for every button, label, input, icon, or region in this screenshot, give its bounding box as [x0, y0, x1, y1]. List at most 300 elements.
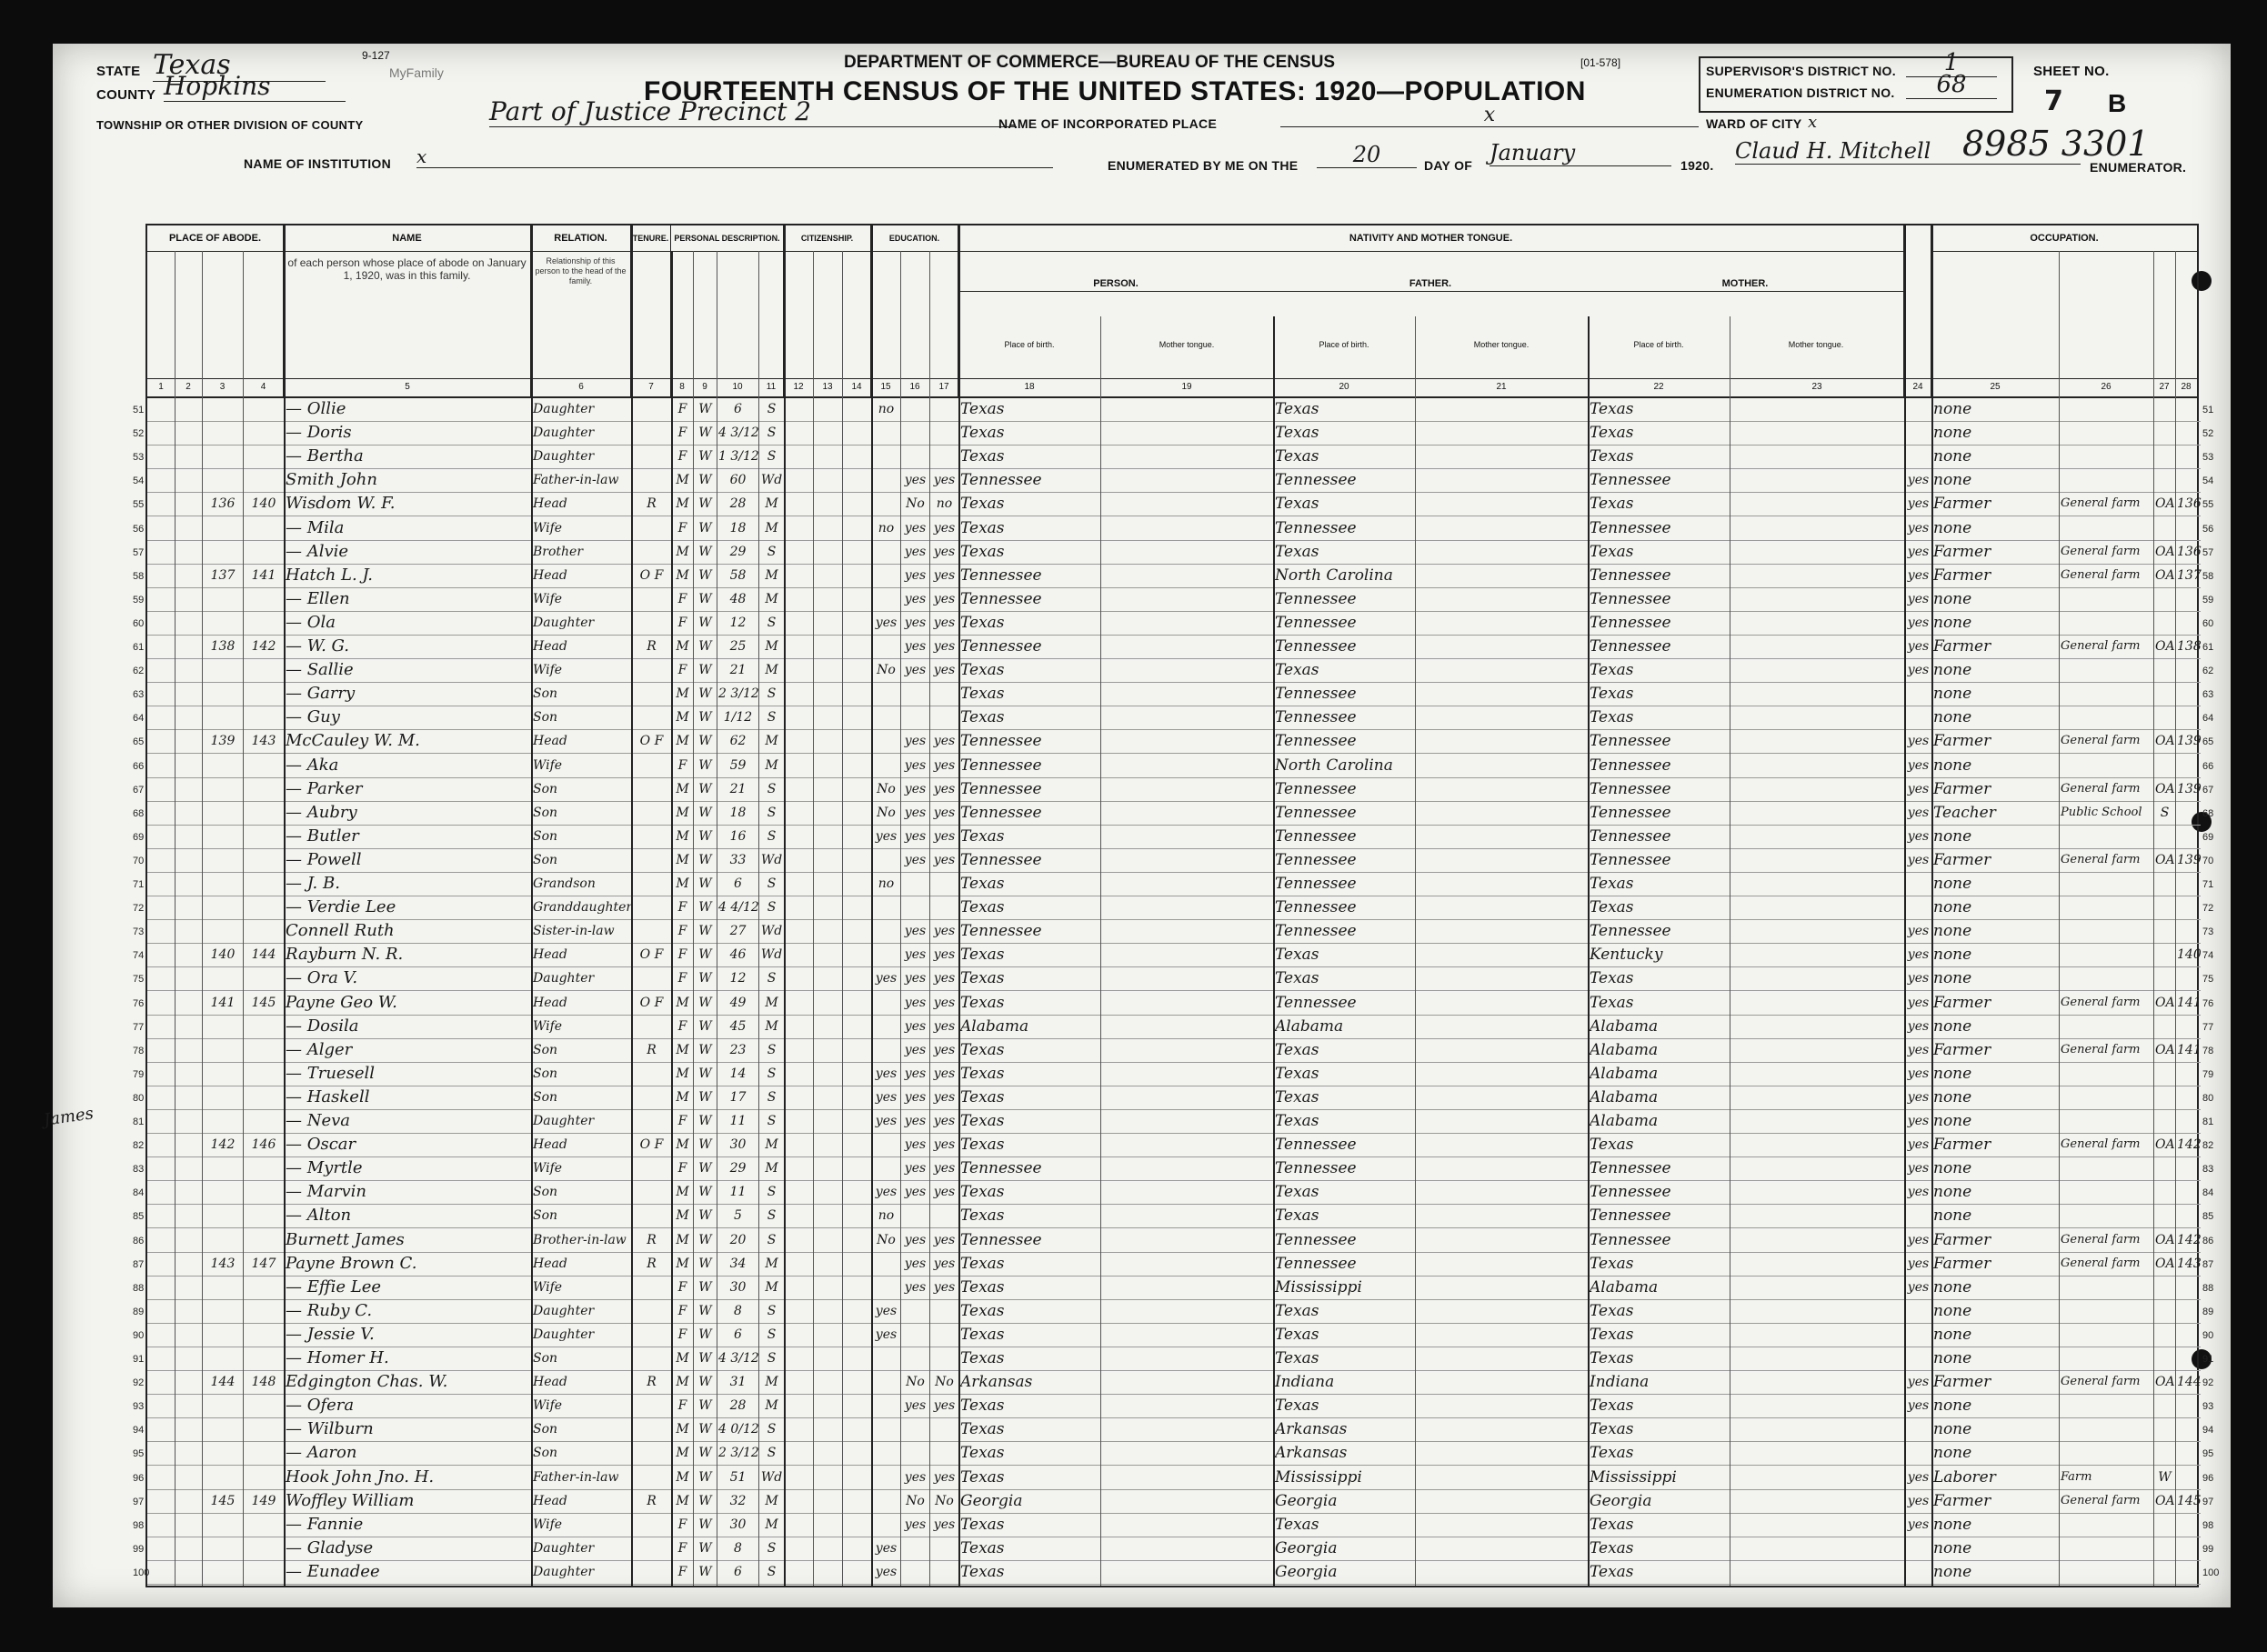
- cell-english: yes: [1907, 1398, 1930, 1414]
- cell-relation: Granddaughter: [533, 900, 633, 916]
- cell-write: yes: [933, 1185, 956, 1200]
- cell-age: 17: [729, 1089, 747, 1105]
- cell-sex: M: [676, 1446, 689, 1461]
- line-number: 88: [2202, 1282, 2214, 1294]
- cell-own: O F: [639, 567, 664, 583]
- column-rule: [784, 225, 786, 1586]
- cell-birth: Texas: [960, 1444, 1005, 1463]
- column-rule: [693, 251, 694, 1586]
- cell-father-birth: Tennessee: [1275, 1254, 1357, 1273]
- cell-name: Edgington Chas. W.: [286, 1372, 448, 1392]
- cell-sex: F: [677, 663, 687, 678]
- cell-name: — Dosila: [286, 1016, 359, 1036]
- cell-race: W: [698, 1493, 712, 1508]
- cell-father-birth: Texas: [1275, 424, 1319, 443]
- line-number: 60: [2202, 617, 2214, 629]
- cell-sex: F: [677, 1398, 687, 1414]
- line-number: 98: [133, 1519, 145, 1531]
- cell-class: OA: [2155, 734, 2175, 749]
- cell-birth: Texas: [960, 613, 1005, 632]
- cell-english: yes: [1907, 1114, 1930, 1128]
- table-row: [133, 1134, 2214, 1157]
- cell-class: OA: [2155, 781, 2175, 796]
- cell-name: — Sallie: [286, 660, 354, 680]
- column-number: 8: [679, 382, 685, 392]
- cell-marital: S: [767, 1422, 777, 1437]
- table-row: [133, 755, 2214, 778]
- line-number: 99: [2202, 1543, 2214, 1555]
- person-tongue-subheading: Mother tongue.: [1159, 340, 1215, 349]
- cell-marital: S: [767, 402, 777, 416]
- table-row: [133, 778, 2214, 802]
- cell-industry: General farm: [2061, 1137, 2141, 1152]
- cell-mother-birth: Tennessee: [1590, 922, 1671, 941]
- enumerator-label: ENUMERATOR.: [2090, 160, 2187, 175]
- line-number: 90: [2202, 1329, 2214, 1341]
- cell-mother-birth: Alabama: [1590, 1064, 1659, 1083]
- cell-birth: Texas: [960, 1562, 1005, 1581]
- cell-race: W: [698, 1018, 712, 1034]
- cell-relation: Wife: [533, 520, 563, 536]
- cell-write: yes: [933, 663, 956, 678]
- cell-age: 48: [729, 591, 747, 606]
- cell-marital: S: [767, 1208, 777, 1224]
- table-row: [133, 992, 2214, 1016]
- form-number: 9-127: [362, 49, 390, 62]
- cell-birth: Texas: [960, 875, 1005, 893]
- cell-relation: Son: [533, 852, 558, 867]
- cell-name: — Eunadee: [286, 1561, 380, 1581]
- cell-age: 1/12: [723, 710, 753, 726]
- cell-marital: M: [765, 520, 778, 536]
- table-row: [133, 493, 2214, 516]
- column-rule: [871, 225, 873, 1586]
- table-row: [133, 1395, 2214, 1418]
- cell-relation: Head: [533, 1137, 567, 1153]
- cell-school: yes: [875, 1564, 898, 1579]
- column-rule: [813, 251, 814, 1586]
- cell-code: 137: [2177, 567, 2202, 583]
- cell-relation: Daughter: [533, 1303, 595, 1318]
- cell-english: yes: [1907, 1279, 1930, 1295]
- cell-write: yes: [933, 1469, 956, 1485]
- cell-mother-birth: Texas: [1590, 898, 1634, 917]
- cell-mother-birth: Alabama: [1590, 1040, 1659, 1059]
- line-number: 97: [2202, 1496, 2214, 1507]
- col-relation: [531, 225, 631, 398]
- cell-race: W: [698, 1089, 712, 1105]
- cell-industry: General farm: [2061, 1375, 2141, 1389]
- cell-age: 29: [729, 1161, 747, 1176]
- table-row: [133, 730, 2214, 754]
- name-description: of each person whose place of abode on January 1, 1920, was in this family.: [287, 256, 527, 282]
- table-row: [133, 1229, 2214, 1253]
- table-row: [133, 565, 2214, 588]
- cell-own: O F: [639, 1137, 664, 1153]
- line-number: 90: [133, 1329, 145, 1341]
- cell-name: — Bertha: [286, 446, 364, 466]
- table-row: [133, 1442, 2214, 1466]
- cell-marital: S: [767, 1446, 777, 1461]
- cell-age: 34: [729, 1256, 747, 1271]
- cell-own: O F: [639, 734, 664, 749]
- cell-age: 29: [729, 544, 747, 559]
- cell-birth: Tennessee: [960, 756, 1042, 775]
- cell-mother-birth: Texas: [1590, 969, 1634, 988]
- cell-code: 144: [2177, 1375, 2202, 1390]
- cell-marital: M: [765, 591, 778, 606]
- cell-trade: none: [1933, 1159, 1972, 1178]
- cell-mother-birth: Tennessee: [1590, 1159, 1671, 1178]
- cell-birth: Texas: [960, 661, 1005, 680]
- cell-school: No: [877, 1232, 896, 1247]
- line-number: 91: [133, 1354, 145, 1365]
- cell-code: 145: [2177, 1493, 2202, 1508]
- cell-write: yes: [933, 639, 956, 654]
- table-row: [133, 1347, 2214, 1371]
- cell-trade: none: [1933, 1349, 1972, 1367]
- cell-trade: none: [1933, 1064, 1972, 1083]
- line-number: 80: [2202, 1092, 2214, 1104]
- col-english: [1904, 225, 1931, 398]
- column-number: 6: [578, 382, 584, 392]
- cell-father-birth: Texas: [1275, 495, 1319, 514]
- cell-marital: S: [767, 449, 777, 465]
- line-number: 73: [2202, 926, 2214, 938]
- line-number: 60: [133, 617, 145, 629]
- cell-father-birth: Texas: [1275, 1112, 1319, 1130]
- line-number: 85: [133, 1211, 145, 1223]
- column-number: 1: [158, 382, 164, 392]
- cell-race: W: [698, 496, 712, 512]
- cell-marital: M: [765, 1493, 778, 1508]
- cell-relation: Son: [533, 828, 558, 844]
- cell-birth: Tennessee: [960, 637, 1042, 656]
- cell-name: — Alton: [286, 1206, 352, 1226]
- line-number: 56: [2202, 523, 2214, 535]
- cell-read: yes: [904, 639, 927, 654]
- cell-read: yes: [904, 1114, 927, 1128]
- table-row: [133, 849, 2214, 873]
- cell-birth: Texas: [960, 1064, 1005, 1083]
- cell-relation: Brother-in-law: [533, 1232, 627, 1247]
- cell-father-birth: Tennessee: [1275, 637, 1357, 656]
- table-row: [133, 422, 2214, 446]
- cell-school: yes: [875, 828, 898, 844]
- cell-race: W: [698, 591, 712, 606]
- table-row: [133, 1418, 2214, 1442]
- cell-mother-birth: Tennessee: [1590, 1230, 1671, 1249]
- line-number: 91: [2202, 1354, 2214, 1365]
- column-rule: [531, 225, 533, 1586]
- cell-sex: M: [676, 639, 689, 654]
- cell-sex: M: [676, 710, 689, 726]
- cell-write: yes: [933, 1114, 956, 1128]
- cell-industry: General farm: [2061, 544, 2141, 558]
- cell-sex: M: [676, 686, 689, 702]
- cell-english: yes: [1907, 947, 1930, 963]
- cell-relation: Head: [533, 639, 567, 654]
- cell-name: — Parker: [286, 778, 363, 798]
- tenure-heading: TENURE.: [631, 225, 670, 252]
- cell-trade: Farmer: [1933, 495, 1991, 514]
- cell-school: yes: [875, 1066, 898, 1081]
- cell-father-birth: Arkansas: [1275, 1444, 1348, 1463]
- line-number: 69: [133, 831, 145, 843]
- cell-race: W: [698, 1303, 712, 1318]
- father-birth-subheading: Place of birth.: [1319, 340, 1369, 349]
- cell-mother-birth: Tennessee: [1590, 1206, 1671, 1226]
- line-number: 56: [133, 523, 145, 535]
- cell-relation: Daughter: [533, 1540, 595, 1556]
- cell-race: W: [698, 1327, 712, 1342]
- cell-write: yes: [933, 1232, 956, 1247]
- table-row: [133, 636, 2214, 659]
- cell-industry: Farm: [2061, 1469, 2092, 1484]
- table-row: [133, 1039, 2214, 1063]
- cell-school: no: [878, 520, 895, 536]
- census-table: [133, 224, 2220, 1587]
- cell-trade: none: [1933, 1277, 1972, 1297]
- cell-dwelling: 144: [210, 1375, 236, 1390]
- cell-marital: M: [765, 1279, 778, 1295]
- cell-name: — Butler: [286, 826, 359, 846]
- cell-relation: Head: [533, 1375, 567, 1390]
- personal-heading: PERSONAL DESCRIPTION.: [671, 225, 783, 252]
- cell-mother-birth: Texas: [1590, 1562, 1634, 1581]
- column-number: 25: [1990, 382, 2001, 392]
- cell-write: yes: [933, 828, 956, 844]
- col-occupation: [1931, 225, 2197, 398]
- year-label: 1920.: [1680, 158, 1714, 173]
- cell-industry: General farm: [2061, 1042, 2141, 1056]
- cell-trade: none: [1933, 969, 1972, 988]
- watermark: MyFamily: [389, 65, 444, 80]
- cell-name: — Ola: [286, 612, 336, 632]
- cell-write: yes: [933, 781, 956, 796]
- cell-race: W: [698, 426, 712, 441]
- cell-mother-birth: Texas: [1590, 1444, 1634, 1463]
- cell-father-birth: Tennessee: [1275, 732, 1357, 751]
- cell-english: yes: [1907, 1232, 1930, 1247]
- cell-name: — Ruby C.: [286, 1300, 373, 1320]
- cell-trade: none: [1933, 1420, 1972, 1439]
- cell-sex: F: [677, 947, 687, 963]
- cell-father-birth: Texas: [1275, 1087, 1319, 1106]
- cell-race: W: [698, 900, 712, 916]
- cell-name: Connell Ruth: [286, 921, 395, 941]
- cell-birth: Texas: [960, 1349, 1005, 1367]
- column-number: 26: [2101, 382, 2112, 392]
- line-number: 59: [2202, 594, 2214, 606]
- cell-race: W: [698, 1564, 712, 1579]
- cell-mother-birth: Tennessee: [1590, 826, 1671, 846]
- table-row: [133, 612, 2214, 636]
- cell-birth: Texas: [960, 1254, 1005, 1273]
- line-number: 62: [2202, 666, 2214, 677]
- cell-sex: F: [677, 402, 687, 416]
- cell-english: yes: [1907, 663, 1930, 678]
- cell-birth: Texas: [960, 685, 1005, 704]
- cell-read: yes: [904, 1066, 927, 1081]
- cell-father-birth: Texas: [1275, 969, 1319, 988]
- cell-relation: Son: [533, 1185, 558, 1200]
- cell-marital: M: [765, 757, 778, 773]
- cell-race: W: [698, 757, 712, 773]
- cell-school: yes: [875, 1114, 898, 1128]
- incorporated-value: x: [1280, 104, 1699, 127]
- col-name: [284, 225, 531, 398]
- cell-mother-birth: Alabama: [1590, 1087, 1659, 1106]
- cell-father-birth: Arkansas: [1275, 1420, 1348, 1439]
- table-row: [133, 1063, 2214, 1086]
- cell-school: no: [878, 1208, 895, 1224]
- cell-marital: S: [767, 805, 777, 820]
- cell-sex: M: [676, 1137, 689, 1153]
- cell-industry: General farm: [2061, 1256, 2141, 1270]
- cell-mother-birth: Indiana: [1590, 1373, 1650, 1392]
- cell-race: W: [698, 1137, 712, 1153]
- cell-marital: S: [767, 1232, 777, 1247]
- cell-birth: Texas: [960, 1420, 1005, 1439]
- cell-race: W: [698, 781, 712, 796]
- cell-class: OA: [2155, 1232, 2175, 1247]
- cell-read: yes: [904, 828, 927, 844]
- line-number: 96: [2202, 1472, 2214, 1484]
- line-number: 57: [2202, 546, 2214, 558]
- cell-read: yes: [904, 591, 927, 606]
- enumerated-month: January: [1490, 140, 1671, 166]
- cell-birth: Texas: [960, 447, 1005, 466]
- table-row: [133, 659, 2214, 683]
- cell-english: yes: [1907, 1469, 1930, 1485]
- line-number: 62: [133, 666, 145, 677]
- column-rule: [631, 225, 633, 1586]
- cell-write: yes: [933, 1517, 956, 1532]
- cell-sex: M: [676, 852, 689, 867]
- cell-relation: Son: [533, 1089, 558, 1105]
- cell-mother-birth: Texas: [1590, 1136, 1634, 1155]
- cell-race: W: [698, 1375, 712, 1390]
- cell-race: W: [698, 1161, 712, 1176]
- cell-marital: Wd: [760, 924, 783, 939]
- cell-english: yes: [1907, 639, 1930, 654]
- cell-race: W: [698, 520, 712, 536]
- cell-father-birth: Texas: [1275, 1397, 1319, 1416]
- cell-code: 141: [2177, 1042, 2202, 1057]
- table-row: [133, 1181, 2214, 1205]
- cell-school: No: [877, 781, 896, 796]
- table-row: [133, 1561, 2220, 1585]
- column-number: 2: [186, 382, 191, 392]
- cell-write: no: [936, 496, 953, 512]
- line-number: 89: [2202, 1306, 2214, 1317]
- cell-family: 140: [251, 496, 276, 512]
- cell-name: — Neva: [286, 1111, 351, 1130]
- cell-relation: Head: [533, 734, 567, 749]
- cell-name: Payne Brown C.: [286, 1253, 417, 1273]
- cell-age: 4 4/12: [718, 900, 759, 916]
- column-rule: [958, 225, 960, 1586]
- cell-relation: Daughter: [533, 402, 595, 416]
- cell-class: OA: [2155, 1042, 2175, 1057]
- column-rule: [1415, 316, 1416, 1586]
- cell-name: — Powell: [286, 849, 362, 869]
- table-row: [133, 826, 2214, 849]
- column-number: 18: [1024, 382, 1035, 392]
- cell-mother-birth: Texas: [1590, 424, 1634, 443]
- cell-trade: Farmer: [1933, 566, 1991, 585]
- line-number: 73: [133, 926, 145, 938]
- cell-read: yes: [904, 1042, 927, 1057]
- cell-father-birth: Tennessee: [1275, 875, 1357, 893]
- cell-sex: F: [677, 1161, 687, 1176]
- line-number: 82: [2202, 1140, 2214, 1152]
- father-tongue-subheading: Mother tongue.: [1473, 340, 1530, 349]
- cell-father-birth: Tennessee: [1275, 613, 1357, 632]
- line-number: 87: [133, 1258, 145, 1270]
- cell-age: 6: [734, 1327, 742, 1342]
- cell-dwelling: 145: [210, 1493, 236, 1508]
- enumerator-name: Claud H. Mitchell: [1735, 138, 2081, 165]
- cell-english: yes: [1907, 757, 1930, 773]
- cell-race: W: [698, 924, 712, 939]
- cell-trade: none: [1933, 1562, 1972, 1581]
- cell-english: yes: [1907, 567, 1930, 583]
- cell-trade: Laborer: [1933, 1467, 1996, 1487]
- supervisor-label: SUPERVISOR'S DISTRICT NO.: [1706, 64, 1896, 78]
- table-row: [133, 896, 2214, 920]
- cell-own: R: [647, 1232, 657, 1247]
- cell-father-birth: Tennessee: [1275, 898, 1357, 917]
- cell-birth: Tennessee: [960, 850, 1042, 869]
- line-number: 67: [133, 784, 145, 796]
- cell-race: W: [698, 1114, 712, 1128]
- cell-marital: M: [765, 1375, 778, 1390]
- table-row: [133, 1324, 2214, 1347]
- cell-marital: Wd: [760, 1469, 783, 1485]
- cell-mother-birth: Texas: [1590, 993, 1634, 1012]
- cell-trade: Farmer: [1933, 1373, 1991, 1392]
- cell-father-birth: Tennessee: [1275, 922, 1357, 941]
- cell-age: 51: [729, 1469, 747, 1485]
- column-number: 16: [909, 382, 920, 392]
- cell-mother-birth: Alabama: [1590, 1016, 1659, 1036]
- col-citizenship: [784, 225, 871, 398]
- column-number: 14: [851, 382, 862, 392]
- cell-mother-birth: Alabama: [1590, 1277, 1659, 1297]
- cell-sex: M: [676, 473, 689, 488]
- cell-father-birth: North Carolina: [1275, 756, 1393, 775]
- cell-write: yes: [933, 1256, 956, 1271]
- line-number: 72: [2202, 903, 2214, 915]
- cell-mother-birth: Texas: [1590, 400, 1634, 418]
- cell-write: yes: [933, 971, 956, 986]
- cell-relation: Daughter: [533, 426, 595, 441]
- table-row: [133, 802, 2214, 826]
- cell-dwelling: 137: [210, 567, 236, 583]
- cell-age: 11: [729, 1185, 747, 1200]
- cell-father-birth: Tennessee: [1275, 518, 1357, 537]
- cell-marital: S: [767, 1540, 777, 1556]
- cell-father-birth: Tennessee: [1275, 1136, 1357, 1155]
- cell-marital: S: [767, 1303, 777, 1318]
- cell-mother-birth: Tennessee: [1590, 518, 1671, 537]
- cell-marital: S: [767, 1564, 777, 1579]
- cell-sex: F: [677, 1327, 687, 1342]
- cell-race: W: [698, 1066, 712, 1081]
- cell-relation: Daughter: [533, 449, 595, 465]
